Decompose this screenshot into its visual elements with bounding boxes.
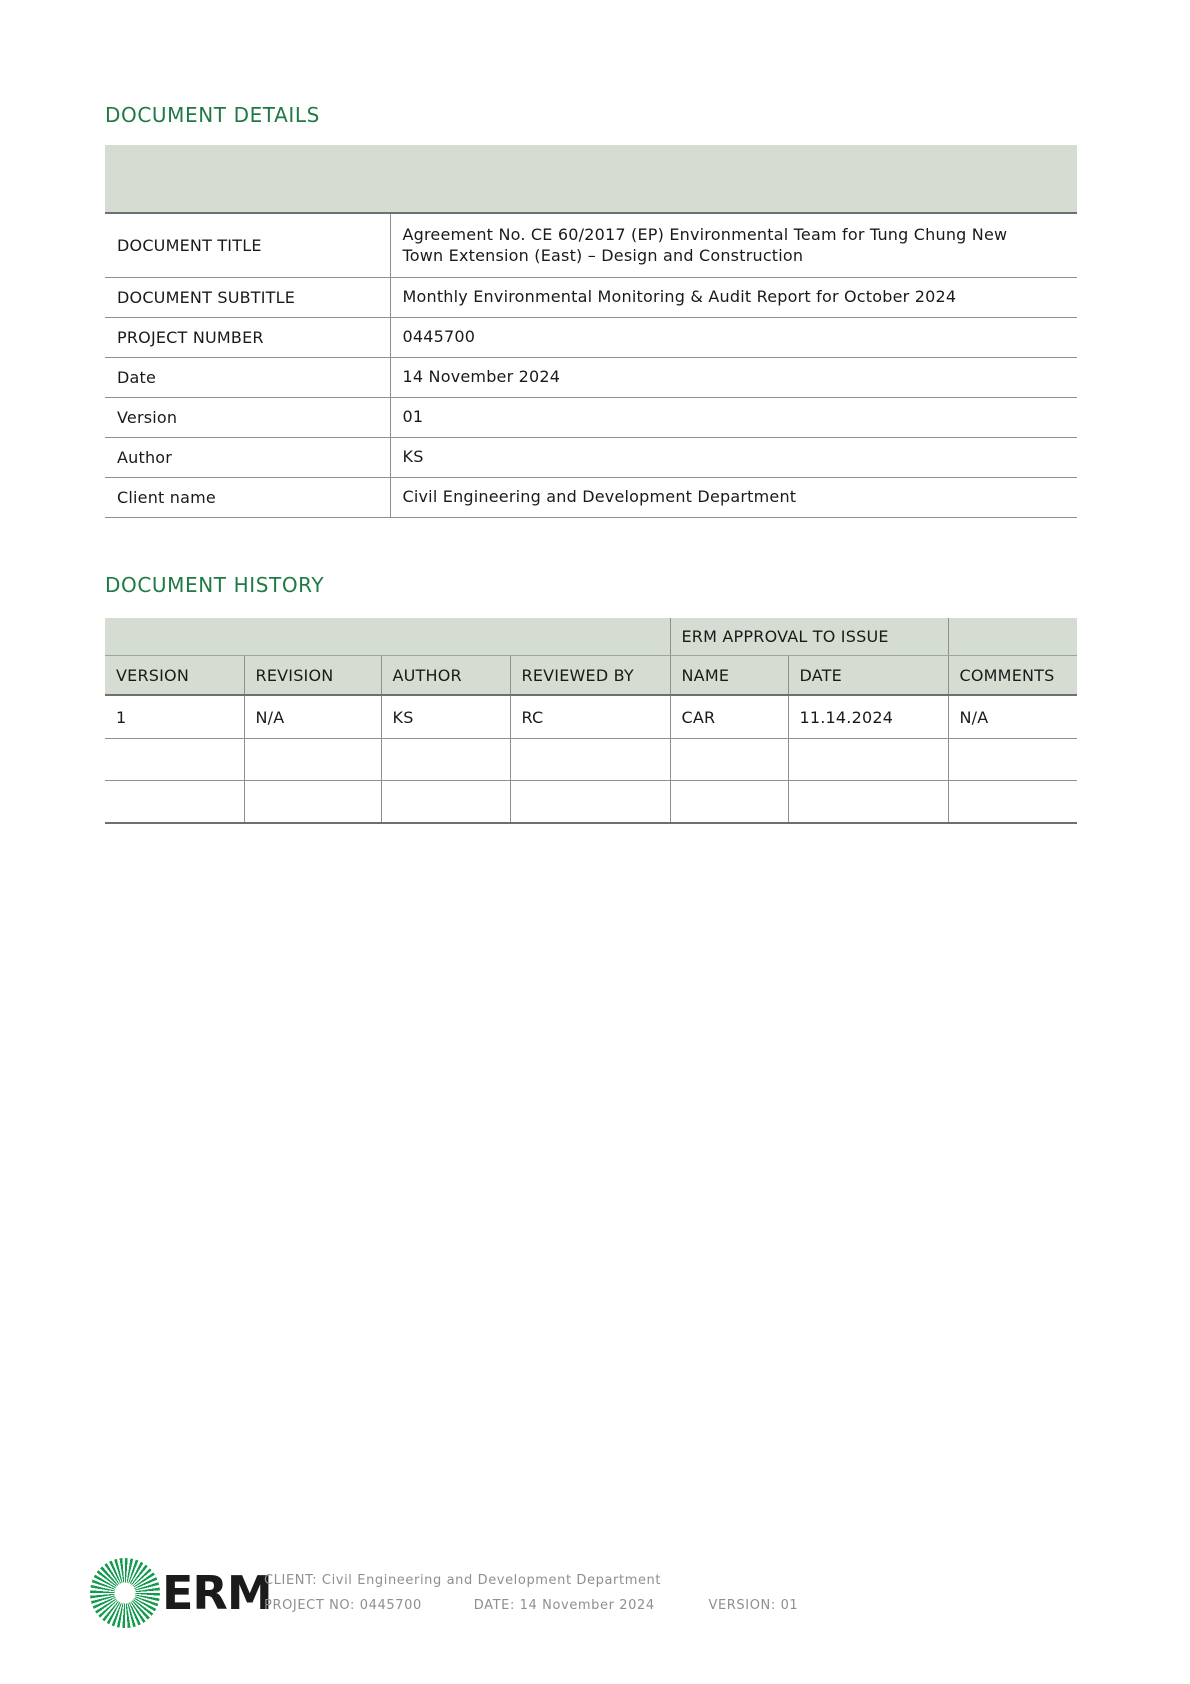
column-header: AUTHOR bbox=[381, 656, 510, 696]
erm-logo bbox=[90, 1558, 272, 1628]
history-cell: RC bbox=[510, 695, 670, 739]
document-history-heading: DOCUMENT HISTORY bbox=[105, 573, 325, 597]
table-row bbox=[105, 358, 1077, 398]
details-value: Agreement No. CE 60/2017 (EP) Environmental Team for Tung Chung New Town Extension (East) – Design and Construction bbox=[402, 224, 1008, 265]
history-cell bbox=[381, 739, 510, 781]
document-history-table bbox=[105, 618, 1077, 824]
details-label: Author bbox=[105, 438, 390, 478]
footer-project-line bbox=[264, 1593, 798, 1618]
table-row bbox=[105, 278, 1077, 318]
details-value: 01 bbox=[402, 407, 424, 427]
erm-approval-header: ERM APPROVAL TO ISSUE bbox=[670, 618, 948, 656]
footer-client-line: CLIENT: Civil Engineering and Development Department bbox=[264, 1573, 662, 1588]
footer-date: DATE: 14 November 2024 bbox=[473, 1598, 655, 1613]
history-cell: CAR bbox=[670, 695, 788, 739]
table-row bbox=[105, 478, 1077, 518]
details-header-band-cell bbox=[105, 145, 1077, 213]
table-row bbox=[105, 318, 1077, 358]
footer-version: VERSION: 01 bbox=[708, 1598, 799, 1613]
history-band-empty-cell bbox=[948, 618, 1077, 656]
column-header: VERSION bbox=[105, 656, 244, 696]
history-column-header-row bbox=[105, 656, 1077, 696]
column-header: COMMENTS bbox=[948, 656, 1077, 696]
table-row bbox=[105, 398, 1077, 438]
table-row bbox=[105, 213, 1077, 278]
history-cell bbox=[948, 781, 1077, 824]
history-cell: 11.14.2024 bbox=[788, 695, 948, 739]
history-cell: KS bbox=[381, 695, 510, 739]
history-cell bbox=[105, 781, 244, 824]
details-value: Civil Engineering and Development Department bbox=[402, 487, 797, 507]
history-cell bbox=[670, 781, 788, 824]
erm-wordmark: ERM bbox=[162, 1566, 272, 1620]
table-row bbox=[105, 695, 1077, 739]
details-value: KS bbox=[402, 447, 424, 467]
document-details-table bbox=[105, 145, 1077, 518]
details-value: 14 November 2024 bbox=[402, 367, 561, 387]
details-label: PROJECT NUMBER bbox=[105, 318, 390, 358]
details-header-band bbox=[105, 145, 1077, 213]
details-label: Date bbox=[105, 358, 390, 398]
table-row bbox=[105, 781, 1077, 824]
history-cell bbox=[788, 781, 948, 824]
history-cell bbox=[244, 781, 381, 824]
details-value: 0445700 bbox=[402, 327, 476, 347]
erm-sunburst-icon bbox=[90, 1558, 160, 1628]
details-label: DOCUMENT TITLE bbox=[105, 213, 390, 278]
history-cell bbox=[788, 739, 948, 781]
history-cell bbox=[510, 739, 670, 781]
history-cell bbox=[670, 739, 788, 781]
history-band-empty-cell bbox=[105, 618, 670, 656]
details-label: DOCUMENT SUBTITLE bbox=[105, 278, 390, 318]
page-footer bbox=[90, 1558, 798, 1628]
document-details-heading: DOCUMENT DETAILS bbox=[105, 103, 320, 127]
history-cell bbox=[948, 739, 1077, 781]
column-header: REVIEWED BY bbox=[510, 656, 670, 696]
history-cell bbox=[105, 739, 244, 781]
history-cell bbox=[381, 781, 510, 824]
footer-text bbox=[264, 1568, 798, 1618]
history-cell bbox=[510, 781, 670, 824]
column-header: DATE bbox=[788, 656, 948, 696]
table-row bbox=[105, 438, 1077, 478]
details-label: Version bbox=[105, 398, 390, 438]
history-cell: N/A bbox=[948, 695, 1077, 739]
history-approval-header-row bbox=[105, 618, 1077, 656]
column-header: REVISION bbox=[244, 656, 381, 696]
history-cell: 1 bbox=[105, 695, 244, 739]
history-cell: N/A bbox=[244, 695, 381, 739]
footer-project-no: PROJECT NO: 0445700 bbox=[264, 1598, 422, 1613]
column-header: NAME bbox=[670, 656, 788, 696]
table-row bbox=[105, 739, 1077, 781]
details-label: Client name bbox=[105, 478, 390, 518]
details-value: Monthly Environmental Monitoring & Audit Report for October 2024 bbox=[402, 287, 957, 307]
history-cell bbox=[244, 739, 381, 781]
